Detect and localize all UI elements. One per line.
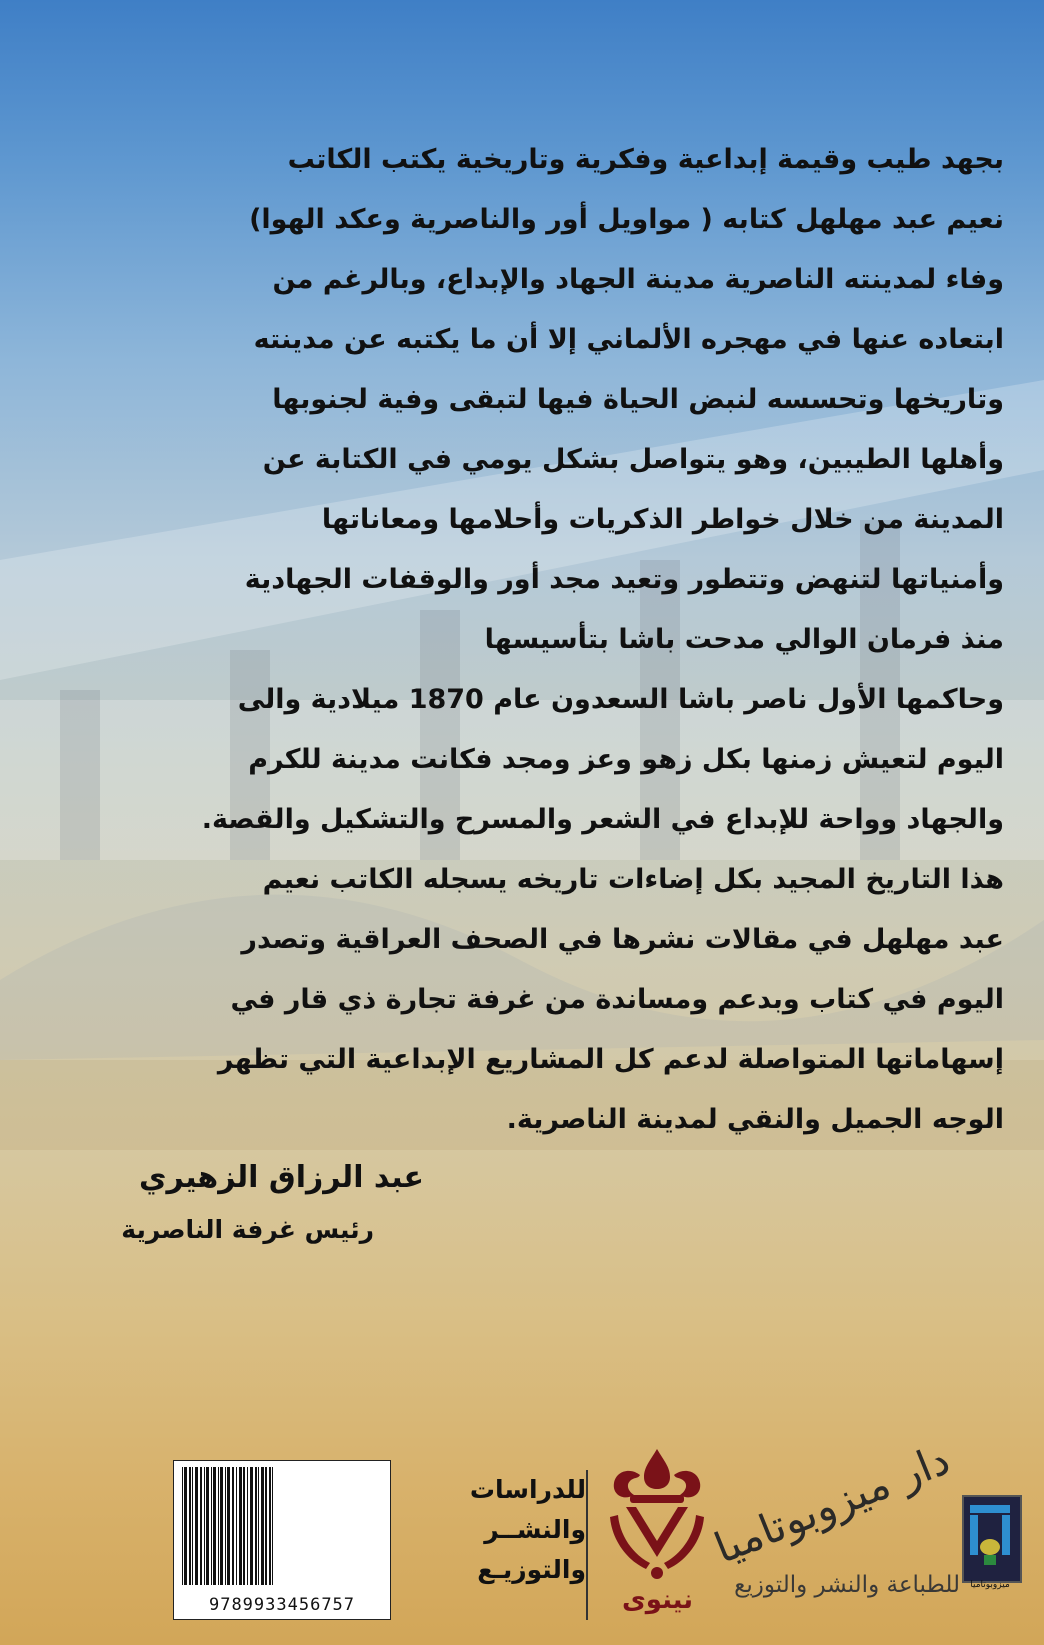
barcode-bar (239, 1467, 242, 1585)
mezopotamia-logo-label: ميزوبوتاميا (970, 1580, 1010, 1590)
signature-title: رئيس غرفة الناصرية (121, 1215, 374, 1244)
isbn-barcode (173, 1460, 391, 1620)
publisher-divider (586, 1470, 588, 1620)
mezopotamia-publisher-subtitle: للطباعة والنشر والتوزيع (734, 1572, 960, 1598)
barcode-bar (258, 1467, 259, 1585)
blurb-line: وأمنياتها لتنهض وتتطور وتعيد مجد أور والوقفات الجهادية (244, 564, 1004, 595)
blurb-line: عبد مهلهل في مقالات نشرها في الصحف العراقية وتصدر (241, 924, 1004, 955)
barcode-bar (243, 1467, 245, 1585)
barcode-bar (272, 1467, 273, 1585)
barcode-bar (225, 1467, 226, 1585)
signature-name: عبد الرزاق الزهيري (139, 1160, 424, 1195)
blurb-line: اليوم لتعيش زمنها بكل زهو وعز ومجد فكانت مدينة للكرم (248, 744, 1004, 775)
barcode-bars (180, 1467, 384, 1585)
back-cover-blurb (40, 130, 1004, 1150)
blurb-line: وفاء لمدينته الناصرية مدينة الجهاد والإبداع، وبالرغم من (272, 264, 1004, 295)
barcode-bar (261, 1467, 264, 1585)
ninwa-logo-icon (600, 1445, 715, 1595)
blurb-line: هذا التاريخ المجيد بكل إضاءات تاريخه يسجله الكاتب نعيم (262, 864, 1004, 895)
blurb-line: الوجه الجميل والنقي لمدينة الناصرية. (506, 1104, 1004, 1135)
barcode-bar (265, 1467, 267, 1585)
barcode-bar (213, 1467, 216, 1585)
barcode-bar (182, 1467, 183, 1585)
blurb-line: وحاكمها الأول ناصر باشا السعدون عام 1870 ميلادية والى (237, 684, 1004, 715)
barcode-bar (250, 1467, 253, 1585)
blurb-line: بجهد طيب وقيمة إبداعية وفكرية وتاريخية يكتب الكاتب (287, 144, 1004, 175)
blurb-line: إسهاماتها المتواصلة لدعم كل المشاريع الإبداعية التي تظهر (217, 1044, 1004, 1075)
barcode-bar (189, 1467, 191, 1585)
barcode-bar (184, 1467, 187, 1585)
ninwa-tagline-line: للدراسات (469, 1475, 586, 1504)
blurb-line: المدينة من خلال خواطر الذكريات وأحلامها ومعاناتها (321, 504, 1004, 535)
barcode-bar (211, 1467, 212, 1585)
blurb-line: وأهلها الطيبين، وهو يتواصل بشكل يومي في الكتابة عن (262, 444, 1004, 475)
ninwa-tagline-line: والتوزيـع (477, 1555, 586, 1584)
barcode-bar (195, 1467, 198, 1585)
barcode-bar (247, 1467, 248, 1585)
blurb-line: منذ فرمان الوالي مدحت باشا بتأسيسها (484, 624, 1004, 655)
ninwa-tagline-line: والنشــر (484, 1515, 586, 1544)
barcode-bar (218, 1467, 219, 1585)
barcode-bar (206, 1467, 209, 1585)
blurb-line: ابتعاده عنها في مهجره الألماني إلا أن ما يكتبه عن مدينته (253, 324, 1004, 355)
blurb-line: اليوم في كتاب وبدعم ومساندة من غرفة تجارة ذي قار في (230, 984, 1004, 1015)
blurb-line: والجهاد وواحة للإبداع في الشعر والمسرح والتشكيل والقصة. (201, 804, 1004, 835)
barcode-bar (255, 1467, 257, 1585)
barcode-bar (200, 1467, 202, 1585)
barcode-bar (220, 1467, 223, 1585)
barcode-bar (236, 1467, 237, 1585)
barcode-bar (204, 1467, 205, 1585)
blurb-line: نعيم عبد مهلهل كتابه ( مواويل أور والناصرية وعكد الهوا) (249, 204, 1004, 235)
mezopotamia-publisher-name: دار ميزوبوتاميا (707, 1434, 957, 1574)
ninwa-publisher-name: نينوى (621, 1585, 694, 1615)
blurb-line: وتاريخها وتحسسه لنبض الحياة فيها لتبقى وفية لجنوبها (272, 384, 1004, 415)
barcode-bar (269, 1467, 271, 1585)
barcode-number: 9789933456757 (208, 1595, 356, 1615)
barcode-bar (227, 1467, 230, 1585)
ninwa-publisher-tagline (446, 1470, 586, 1590)
barcode-bar (232, 1467, 234, 1585)
mezopotamia-logo-icon (962, 1495, 1022, 1583)
barcode-bar (192, 1467, 193, 1585)
